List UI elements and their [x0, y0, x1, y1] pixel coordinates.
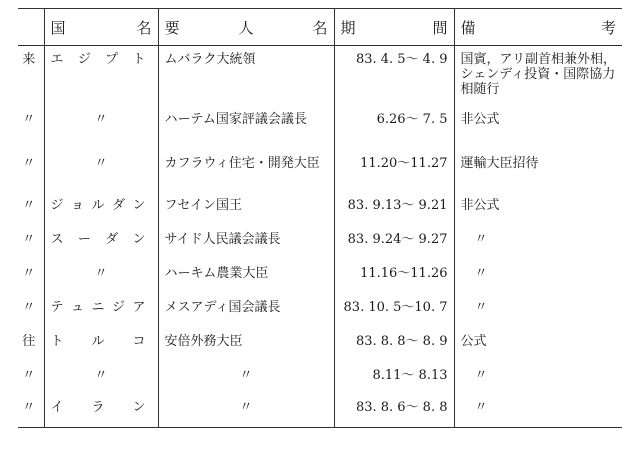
- ditto-mark: 〃: [474, 367, 488, 383]
- country-char: ダ: [111, 197, 125, 213]
- table-row: [18, 328, 622, 362]
- cell-period: 83. 9.13～ 9.21: [334, 192, 454, 226]
- country-char: ュ: [70, 299, 84, 315]
- header-country-char: 国: [50, 18, 66, 37]
- cell-period: 8.11～ 8.13: [334, 362, 454, 394]
- visits-table: [18, 8, 622, 428]
- country-char: ル: [91, 333, 105, 349]
- cell-direction: 〃: [22, 231, 36, 247]
- ditto-mark: 〃: [94, 155, 108, 171]
- header-note: [454, 9, 622, 46]
- country-char: ダ: [105, 231, 119, 247]
- cell-country: [44, 394, 158, 428]
- cell-note: [454, 260, 622, 294]
- country-char: ト: [132, 52, 146, 67]
- ditto-mark: 〃: [94, 367, 108, 383]
- header-person-char: 要: [164, 18, 180, 37]
- header-period-char: 期: [340, 18, 356, 37]
- cell-period: 83. 9.24～ 9.27: [334, 226, 454, 260]
- country-char: エ: [50, 52, 64, 67]
- header-note-char: 考: [600, 18, 616, 37]
- country-char: ス: [50, 231, 64, 247]
- table-row: [18, 294, 622, 328]
- table-row: [18, 150, 622, 192]
- cell-note: 運輸大臣招待: [454, 150, 622, 192]
- cell-country: [44, 106, 158, 150]
- cell-period: 6.26～ 7. 5: [334, 106, 454, 150]
- header-direction: [18, 9, 44, 46]
- country-char: プ: [105, 52, 119, 67]
- header-person-char: 人: [238, 18, 254, 37]
- country-char: ー: [77, 231, 91, 247]
- cell-country: [44, 46, 158, 106]
- cell-country: [44, 226, 158, 260]
- cell-person: カフラウィ住宅・開発大臣: [158, 150, 334, 192]
- cell-note: [454, 294, 622, 328]
- cell-note: 国賓，アリ副首相兼外相，シェンディ投資・国際協力相随行: [454, 46, 622, 106]
- cell-country: [44, 260, 158, 294]
- cell-period: 83. 8. 8～ 8. 9: [334, 328, 454, 362]
- ditto-mark: 〃: [474, 265, 488, 281]
- cell-period: 83. 4. 5～ 4. 9: [334, 46, 454, 106]
- country-char: コ: [132, 333, 146, 349]
- country-char: ョ: [70, 197, 84, 213]
- cell-period: 11.16～11.26: [334, 260, 454, 294]
- cell-note: 公式: [454, 328, 622, 362]
- table-row: [18, 362, 622, 394]
- country-char: ン: [132, 231, 146, 247]
- cell-person: ムバラク大統領: [158, 46, 334, 106]
- table-row: [18, 106, 622, 150]
- cell-direction: 〃: [22, 265, 36, 281]
- cell-person: [158, 362, 334, 394]
- cell-note: [454, 362, 622, 394]
- country-char: ジ: [50, 197, 64, 213]
- table-row: [18, 226, 622, 260]
- header-person: [158, 9, 334, 46]
- header-row: [18, 9, 622, 46]
- ditto-mark: 〃: [474, 231, 488, 247]
- cell-note: [454, 226, 622, 260]
- table-row: [18, 46, 622, 106]
- ditto-mark: 〃: [94, 111, 108, 127]
- cell-note: 非公式: [454, 192, 622, 226]
- cell-person: サイド人民議会議長: [158, 226, 334, 260]
- cell-direction: 往: [22, 333, 36, 349]
- cell-direction: 〃: [22, 197, 36, 213]
- cell-person: メスアディ国会議長: [158, 294, 334, 328]
- header-period-char: 間: [432, 18, 448, 37]
- ditto-mark: 〃: [239, 367, 253, 383]
- cell-country: [44, 362, 158, 394]
- cell-country: [44, 328, 158, 362]
- cell-direction: 〃: [22, 299, 36, 315]
- cell-person: ハーテム国家評議会議長: [158, 106, 334, 150]
- cell-note: [454, 394, 622, 428]
- country-char: ラ: [91, 399, 105, 415]
- cell-person: [158, 394, 334, 428]
- cell-period: 83. 10. 5～10. 7: [334, 294, 454, 328]
- country-char: ン: [132, 197, 146, 213]
- country-char: イ: [50, 399, 64, 415]
- cell-direction: 〃: [22, 111, 36, 127]
- header-person-char: 名: [312, 18, 328, 37]
- country-char: ン: [132, 399, 146, 415]
- header-country: [44, 9, 158, 46]
- ditto-mark: 〃: [474, 299, 488, 315]
- country-char: ア: [132, 299, 146, 315]
- cell-direction: 〃: [22, 367, 36, 383]
- header-period: [334, 9, 454, 46]
- header-note-char: 備: [460, 18, 476, 37]
- country-char: ト: [50, 333, 64, 349]
- cell-person: 安倍外務大臣: [158, 328, 334, 362]
- cell-country: [44, 192, 158, 226]
- table-row: [18, 260, 622, 294]
- country-char: ジ: [77, 52, 91, 67]
- cell-person: フセイン国王: [158, 192, 334, 226]
- cell-note: 非公式: [454, 106, 622, 150]
- cell-direction: 〃: [22, 155, 36, 171]
- cell-period: 83. 8. 6～ 8. 8: [334, 394, 454, 428]
- table-row: [18, 394, 622, 428]
- header-country-char: 名: [136, 18, 152, 37]
- cell-direction: 来: [22, 52, 36, 67]
- country-char: ニ: [91, 299, 105, 315]
- cell-country: [44, 150, 158, 192]
- ditto-mark: 〃: [239, 399, 253, 415]
- ditto-mark: 〃: [94, 265, 108, 281]
- table-row: [18, 192, 622, 226]
- cell-period: 11.20～11.27: [334, 150, 454, 192]
- country-char: ジ: [111, 299, 125, 315]
- cell-country: [44, 294, 158, 328]
- cell-direction: 〃: [18, 394, 44, 428]
- country-char: ル: [91, 197, 105, 213]
- country-char: テ: [50, 299, 64, 315]
- ditto-mark: 〃: [474, 399, 488, 415]
- cell-person: ハーキム農業大臣: [158, 260, 334, 294]
